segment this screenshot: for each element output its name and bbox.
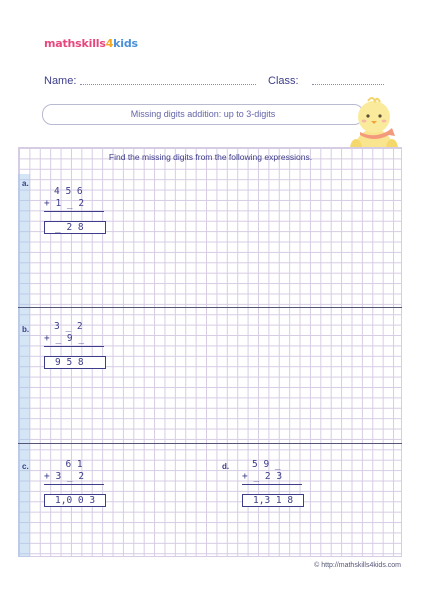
logo-text-1: mathskills bbox=[44, 37, 106, 50]
section-divider bbox=[18, 443, 402, 444]
problem-b-answer[interactable]: 9 5 8 bbox=[44, 356, 106, 369]
logo-text-3: kids bbox=[113, 37, 138, 50]
sum-line bbox=[44, 211, 104, 212]
footer-credit[interactable]: © http://mathskills4kids.com bbox=[314, 562, 401, 569]
class-field[interactable] bbox=[312, 84, 384, 85]
problem-c-top: 6 1 bbox=[54, 459, 83, 470]
problem-c-answer[interactable]: 1,0 0 3 bbox=[44, 494, 106, 507]
sum-line bbox=[44, 346, 104, 347]
grid-margin-strip bbox=[18, 174, 30, 557]
problem-label-b: b. bbox=[22, 325, 30, 334]
worksheet-title: Missing digits addition: up to 3-digits bbox=[42, 104, 364, 125]
problem-b-bottom: + _ 9 _ bbox=[44, 333, 85, 344]
sum-line bbox=[44, 484, 104, 485]
problem-d-top: 5 9 _ bbox=[252, 459, 281, 470]
problem-a-top: 4 5 6 bbox=[54, 186, 83, 197]
problem-a-answer[interactable]: _ 2 8 bbox=[44, 221, 106, 234]
instruction-text: Find the missing digits from the following expressions. bbox=[108, 152, 313, 162]
name-label: Name: bbox=[44, 75, 77, 87]
problem-c-bottom: + 3 _ 2 bbox=[44, 471, 85, 482]
problem-d-bottom: + _ 2 3 bbox=[242, 471, 283, 482]
problem-d-answer[interactable]: 1,3 1 8 bbox=[242, 494, 304, 507]
class-label: Class: bbox=[268, 75, 299, 87]
name-field[interactable] bbox=[80, 84, 256, 85]
problem-label-d: d. bbox=[222, 462, 230, 471]
sum-line bbox=[242, 484, 302, 485]
problem-a-bottom: + 1 _ 2 bbox=[44, 198, 85, 209]
problem-b-top: 3 _ 2 bbox=[54, 321, 83, 332]
logo-text-2: 4 bbox=[105, 37, 114, 50]
site-logo bbox=[44, 37, 138, 50]
problem-label-a: a. bbox=[22, 179, 29, 188]
problem-label-c: c. bbox=[22, 462, 29, 471]
section-divider bbox=[18, 307, 402, 308]
